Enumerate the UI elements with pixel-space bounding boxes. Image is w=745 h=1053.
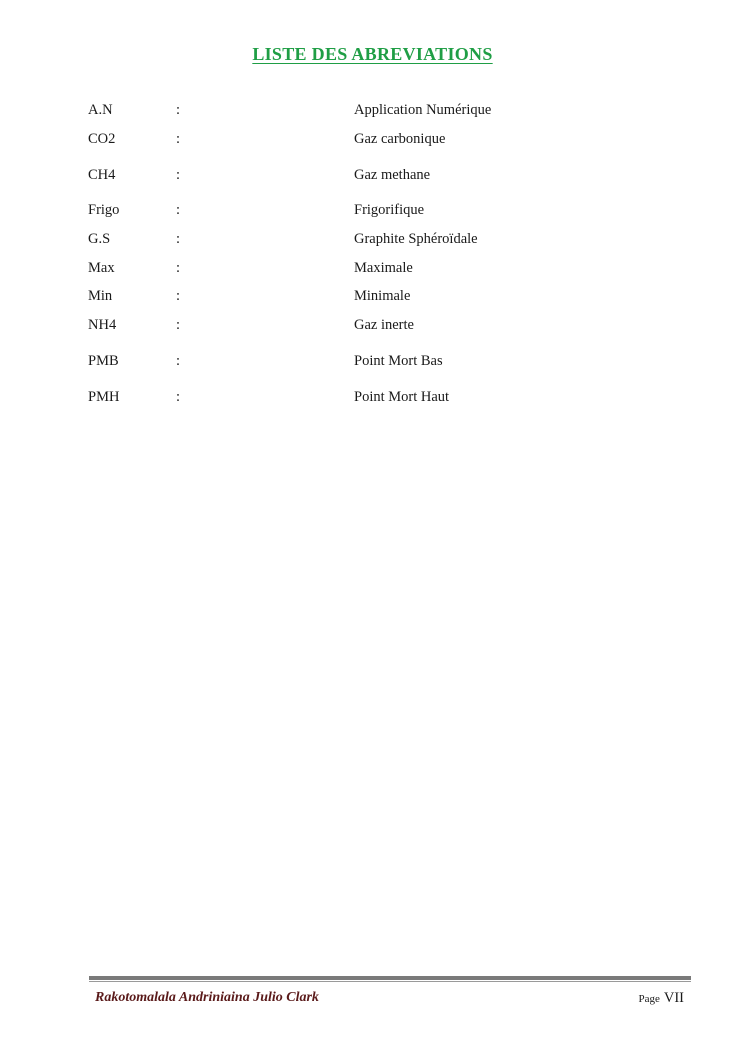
abbreviation-row [0, 129, 745, 149]
page-number-value: VII [663, 990, 684, 1006]
abbreviation-meaning: Graphite Sphéroïdale [354, 231, 478, 247]
abbreviation-term: CO2 [88, 131, 116, 147]
separator: : [176, 317, 181, 333]
abbreviation-meaning: Gaz carbonique [354, 131, 446, 147]
abbreviation-row [0, 315, 745, 335]
abbreviation-meaning: Gaz inerte [354, 317, 414, 333]
abbreviation-row [0, 351, 745, 371]
abbreviation-term: Frigo [88, 202, 120, 218]
abbreviation-row [0, 258, 745, 278]
separator: : [176, 131, 181, 147]
page-label: Page [638, 993, 660, 1005]
page-title: LISTE DES ABREVIATIONS [252, 44, 493, 64]
separator: : [176, 167, 181, 183]
footer-rule-thin [89, 981, 691, 982]
abbreviation-term: G.S [88, 231, 111, 247]
abbreviation-term: Max [88, 260, 115, 276]
abbreviation-row [0, 229, 745, 249]
abbreviation-row [0, 200, 745, 220]
footer-author: Rakotomalala Andriniaina Julio Clark [95, 990, 319, 1005]
abbreviation-term: NH4 [88, 317, 117, 333]
separator: : [176, 102, 181, 118]
abbreviation-row [0, 387, 745, 407]
separator: : [176, 231, 181, 247]
abbreviation-term: PMH [88, 389, 120, 405]
separator: : [176, 202, 181, 218]
abbreviation-meaning: Minimale [354, 288, 411, 304]
abbreviation-meaning: Application Numérique [354, 102, 492, 118]
abbreviation-meaning: Maximale [354, 260, 413, 276]
separator: : [176, 389, 181, 405]
abbreviation-meaning: Gaz methane [354, 167, 431, 183]
abbreviation-term: PMB [88, 353, 119, 369]
separator: : [176, 260, 181, 276]
abbreviation-meaning: Point Mort Bas [354, 353, 443, 369]
footer-rule [89, 976, 691, 980]
abbreviation-meaning: Frigorifique [354, 202, 425, 218]
abbreviation-row [0, 100, 745, 120]
abbreviation-term: Min [88, 288, 113, 304]
abbreviation-meaning: Point Mort Haut [354, 389, 450, 405]
abbreviation-row [0, 165, 745, 185]
abbreviation-row [0, 286, 745, 306]
separator: : [176, 288, 181, 304]
abbreviation-term: CH4 [88, 167, 116, 183]
page-number [638, 989, 684, 1007]
separator: : [176, 353, 181, 369]
abbreviation-term: A.N [88, 102, 113, 118]
